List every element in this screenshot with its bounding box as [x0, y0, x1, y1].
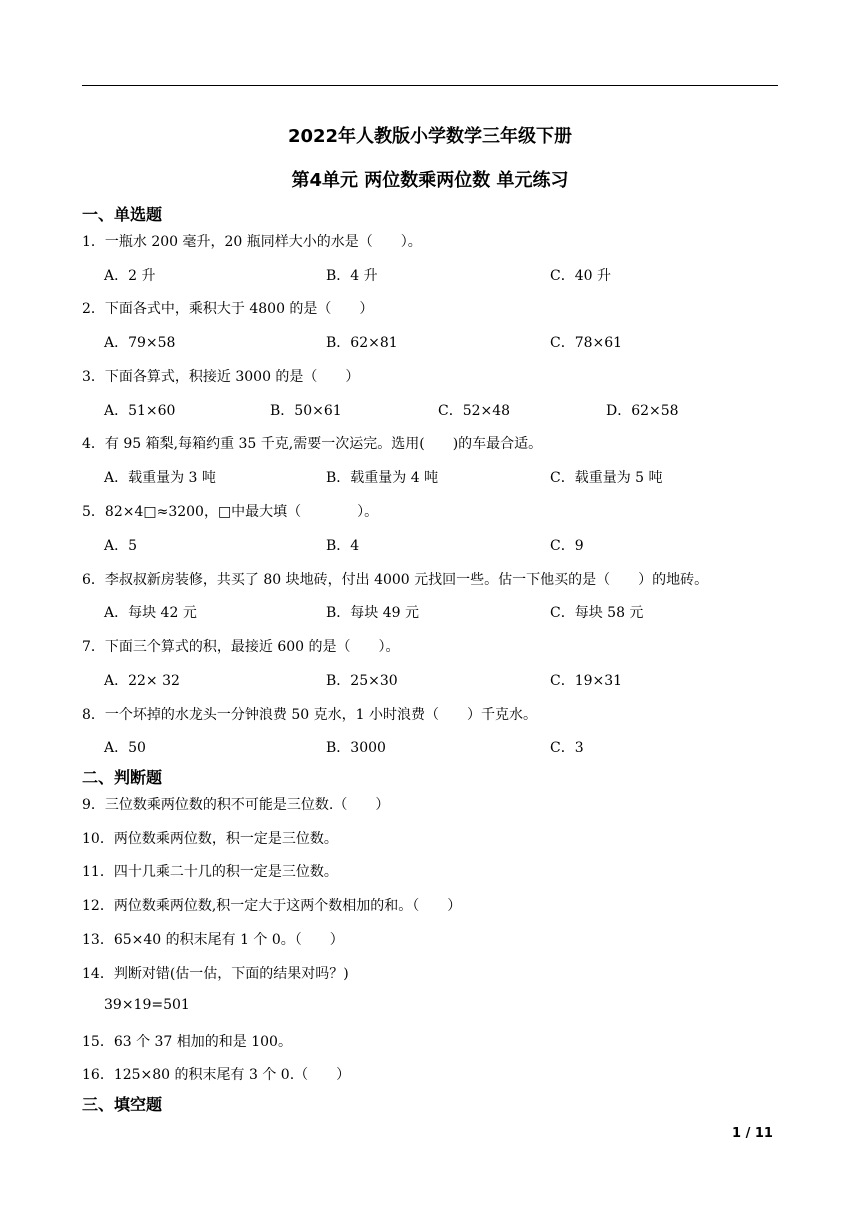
- question-9: 9．三位数乘两位数的积不可能是三位数.（ ）: [82, 797, 390, 813]
- option-1a: A．2 升: [104, 268, 156, 284]
- document-subtitle: 第4单元 两位数乘两位数 单元练习: [291, 170, 569, 191]
- section-heading-single-choice: 一、单选题: [82, 205, 163, 224]
- option-6a: A．每块 42 元: [104, 605, 197, 621]
- option-3a: A．51×60: [104, 403, 176, 419]
- question-3: 3．下面各算式，积接近 3000 的是（ ）: [82, 369, 360, 385]
- option-3c: C．52×48: [438, 403, 511, 419]
- document-title: 2022年人教版小学数学三年级下册: [287, 126, 573, 147]
- option-3d: D．62×58: [606, 403, 679, 419]
- question-8: 8．一个坏掉的水龙头一分钟浪费 50 克水，1 小时浪费（ ）千克水。: [82, 707, 537, 723]
- option-7c: C．19×31: [550, 673, 623, 689]
- section-heading-fill-blank: 三、填空题: [82, 1095, 163, 1114]
- question-4: 4．有 95 箱梨,每箱约重 35 千克,需要一次运完。选用( )的车最合适。: [82, 436, 543, 452]
- option-2a: A．79×58: [104, 335, 176, 351]
- option-6b: B．每块 49 元: [326, 605, 420, 621]
- option-5b: B．4: [326, 538, 360, 554]
- question-6: 6．李叔叔新房装修，共买了 80 块地砖，付出 4000 元找回一些。估一下他买的是（ ）的地砖。: [82, 572, 709, 588]
- question-7: 7．下面三个算式的积，最接近 600 的是（ ）。: [82, 639, 400, 655]
- question-2: 2．下面各式中，乘积大于 4800 的是（ ）: [82, 301, 374, 317]
- question-15: 15．63 个 37 相加的和是 100。: [82, 1034, 292, 1050]
- option-1b: B．4 升: [326, 268, 378, 284]
- option-5c: C．9: [550, 538, 584, 554]
- question-14: 14．判断对错(估一估，下面的结果对吗？): [82, 966, 349, 982]
- option-7b: B．25×30: [326, 673, 398, 689]
- header-rule: [82, 85, 778, 86]
- option-4b: B．载重量为 4 吨: [326, 470, 439, 486]
- option-8c: C．3: [550, 740, 584, 756]
- option-4c: C．载重量为 5 吨: [550, 470, 663, 486]
- option-7a: A．22× 32: [104, 673, 180, 689]
- option-1c: C．40 升: [550, 268, 611, 284]
- option-5a: A．5: [104, 538, 138, 554]
- option-3b: B．50×61: [270, 403, 342, 419]
- option-4a: A．载重量为 3 吨: [104, 470, 216, 486]
- question-11: 11．四十几乘二十几的积一定是三位数。: [82, 864, 338, 880]
- option-8a: A．50: [104, 740, 146, 756]
- option-6c: C．每块 58 元: [550, 605, 644, 621]
- option-8b: B．3000: [326, 740, 386, 756]
- option-2b: B．62×81: [326, 335, 398, 351]
- question-13: 13．65×40 的积末尾有 1 个 0。（ ）: [82, 932, 344, 948]
- question-5: 5．82×4□≈3200，□中最大填（ ）。: [82, 504, 379, 520]
- question-1: 1．一瓶水 200 毫升，20 瓶同样大小的水是（ ）。: [82, 234, 422, 250]
- question-10: 10．两位数乘两位数，积一定是三位数。: [82, 831, 338, 847]
- question-14-expression: 39×19=501: [104, 997, 190, 1013]
- question-16: 16．125×80 的积末尾有 3 个 0.（ ）: [82, 1067, 351, 1083]
- page-number: 1 / 11: [732, 1126, 773, 1141]
- question-12: 12．两位数乘两位数,积一定大于这两个数相加的和。（ ）: [82, 898, 462, 914]
- option-2c: C．78×61: [550, 335, 623, 351]
- section-heading-true-false: 二、判断题: [82, 768, 163, 787]
